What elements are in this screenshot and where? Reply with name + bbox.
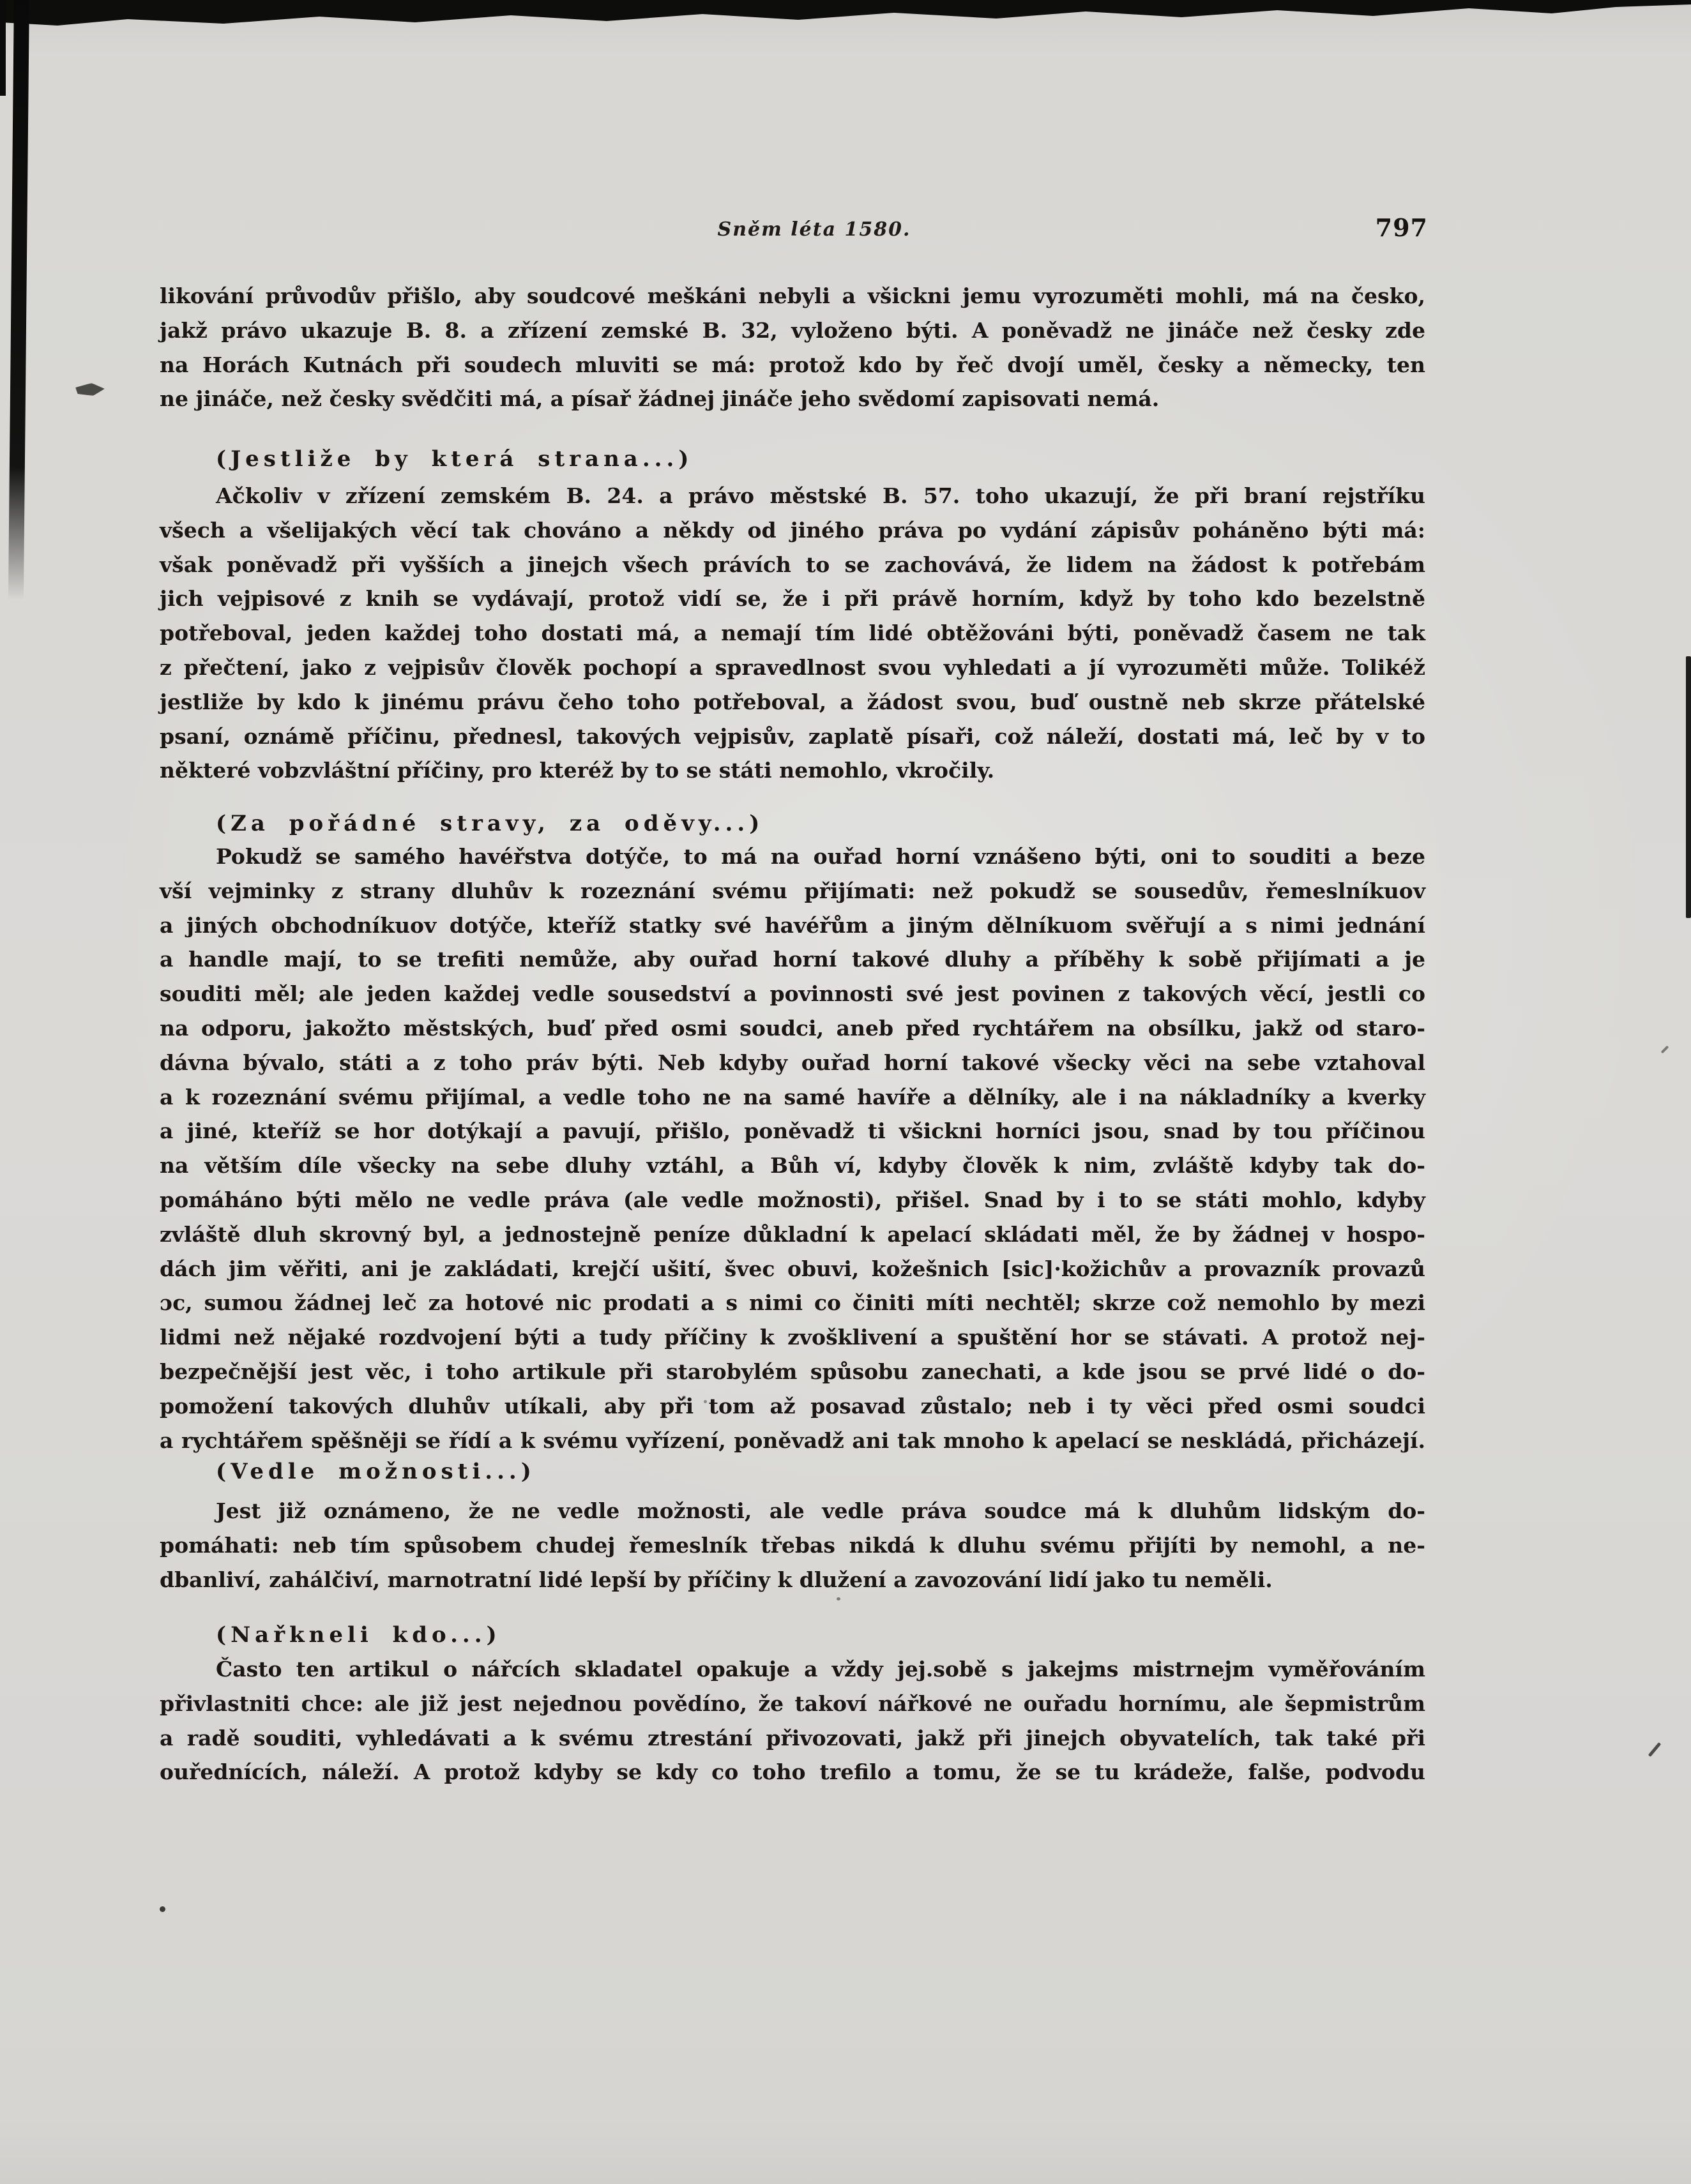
text-line: na odporu, jakožto městských, buď před osmi soudci, aneb před rychtářem na obsílku, jakž od staro- — [160, 1015, 1425, 1041]
ink-dash-artifact — [1648, 1742, 1662, 1757]
text-line: a rychtářem spěšněji se řídí a k svému vyřízení, poněvadž ani tak mnoho k apelací se neskládá, přicházejí. — [160, 1427, 1425, 1453]
scan-left-edge-sliver — [0, 0, 6, 96]
section-heading — [160, 806, 1425, 841]
text-line: však poněvadž při vyšších a jinejch všech právích to se zachovává, že lidem na žádost k potřebám — [160, 552, 1425, 577]
book-binding-bar — [8, 0, 29, 600]
section-heading-text: (Jestliže by která strana...) — [216, 446, 694, 472]
text-line: dbanliví, zahálčiví, marnotratní lidé lepší by příčiny k dlužení a zavozování lidí jako tu neměli. — [160, 1567, 1273, 1592]
text-column — [160, 0, 1425, 2184]
text-line: Ačkoliv v zřízení zemském B. 24. a právo městské B. 57. toho ukazují, že při braní rejstříku — [216, 483, 1425, 508]
text-line: lidmi než nějaké rozdvojení býti a tudy příčiny k zvošklivení a spuštění hor se stávati. A protož nej- — [160, 1325, 1425, 1350]
ink-dash-artifact — [1661, 1046, 1669, 1054]
text-line: zvláště dluh skrovný byl, a jednostejně peníze důkladní k apelací skládati měl, že by žádnej v hospo- — [160, 1221, 1425, 1247]
running-head-title: Sněm léta 1580. — [717, 218, 911, 241]
text-line: pomáhati: neb tím spůsobem chudej řemeslník třebas nikdá k dluhu svému přijíti by nemohl, a ne- — [160, 1532, 1425, 1558]
section-heading — [160, 1618, 1425, 1652]
text-line: všech a všelijakých věcí tak chováno a někdy od jiného práva po vydání zápisův poháněno býti má: — [160, 517, 1425, 543]
text-line: jakž právo ukazuje B. 8. a zřízení zemské B. 32, vyloženo býti. A poněvadž ne jináče než česky zde — [160, 317, 1425, 343]
text-line: Často ten artikul o nářcích skladatel opakuje a vždy jej.sobě s jakejms mistrnejm vyměřováním — [216, 1657, 1425, 1682]
text-line: na větším díle všecky na sebe dluhy vztáhl, a Bůh ví, kdyby člověk k nim, zvláště kdyby tak do- — [160, 1153, 1425, 1179]
text-line: Pokudž se samého havéřstva dotýče, to má na ouřad horní vznášeno býti, oni to souditi a beze — [216, 844, 1425, 869]
section-heading-text: (Nařkneli kdo...) — [216, 1622, 501, 1648]
text-line: ne jináče, než česky svědčiti má, a písař žádnej jináče jeho svědomí zapisovati nemá. — [160, 386, 1160, 412]
text-line: z přečtení, jako z vejpisův člověk pochopí a spravedlnost svou vyhledati a jí vyrozuměti může. Tolikéž — [160, 654, 1425, 680]
text-line: dách jim věřiti, ani je zakládati, krejčí ušití, švec obuvi, kožešnich [sic]·kožichův a provazník provazů — [160, 1256, 1425, 1281]
section-heading — [160, 1454, 1425, 1489]
paragraph — [160, 1652, 1425, 1789]
text-line: pomožení takových dluhův utíkali, aby při tom až posavad zůstalo; neb i ty věci před osmi soudci — [160, 1393, 1425, 1419]
section-heading-text: (Vedle možnosti...) — [216, 1459, 536, 1484]
section-heading — [160, 442, 1425, 476]
text-line: potřeboval, jeden každej toho dostati má, a nemají tím lidé obtěžováni býti, poněvadž časem ne tak — [160, 621, 1425, 646]
scan-right-edge-shadow — [1686, 656, 1691, 918]
text-line: likování průvodův přišlo, aby soudcové meškáni nebyli a všickni jemu vyrozuměti mohli, má na česko, — [160, 283, 1425, 308]
text-line: jich vejpisové z knih se vydávají, protož vidí se, že i při právě horním, když by toho kdo bezelstně — [160, 586, 1425, 612]
paragraph — [160, 479, 1425, 788]
margin-ink-mark — [75, 383, 105, 396]
paragraph — [160, 279, 1425, 416]
text-line: přivlastniti chce: ale již jest nejednou povědíno, že takoví nářkové ne ouřadu hornímu, ale šepmistrům — [160, 1691, 1425, 1716]
text-line: a k rozeznání svému přijímal, a vedle toho ne na samé havíře a dělníky, ale i na nákladníky a kverky — [160, 1084, 1425, 1110]
text-line: jestliže by kdo k jinému právu čeho toho potřeboval, a žádost svou, buď oustně neb skrze přátelské — [160, 689, 1425, 714]
text-line: vší vejminky z strany dluhův k rozeznání svému přijímati: než pokudž se sousedův, řemeslníkuov — [160, 878, 1425, 903]
page-number: 797 — [1375, 213, 1428, 242]
section-heading-text: (Za pořádné stravy, za oděvy...) — [216, 811, 764, 836]
paragraph — [160, 840, 1425, 1457]
text-line: na Horách Kutnách při soudech mluviti se má: protož kdo by řeč dvojí uměl, česky a německy, ten — [160, 352, 1425, 377]
text-line: psaní, oznámě příčinu, přednesl, takových vejpisův, zaplatě písaři, což náleží, dostati má, leč by v to — [160, 723, 1425, 749]
text-line: a radě souditi, vyhledávati a k svému ztrestání přivozovati, jakž při jinejch obyvatelích, tak také při — [160, 1725, 1425, 1751]
paragraph — [160, 1494, 1425, 1597]
text-line: Jest již oznámeno, že ne vedle možnosti, ale vedle práva soudce má k dluhům lidským do- — [216, 1498, 1425, 1523]
text-line: dávna bývalo, státi a z toho práv býti. Neb kdyby ouřad horní takové všecky věci na sebe vztahoval — [160, 1050, 1425, 1075]
text-line: souditi měl; ale jeden každej vedle sousedství a povinnosti své jest povinen z takových věcí, jestli co — [160, 981, 1425, 1007]
text-line: některé vobzvláštní příčiny, pro kteréž by to se státi nemohlo, vkročily. — [160, 758, 995, 783]
text-line: ɔc, sumou žádnej leč za hotové nic prodati a s nimi co činiti míti nechtěl; skrze což nemohlo by mezi — [160, 1290, 1425, 1316]
text-line: a handle mají, to se trefiti nemůže, aby ouřad horní takové dluhy a příběhy k sobě přijímati a je — [160, 947, 1425, 972]
text-line: a jiné, kteříž se hor dotýkají a pavují, přišlo, poněvadž ti všickni horníci jsou, snad by tou příčinou — [160, 1118, 1425, 1144]
text-line: a jiných obchodníkuov dotýče, kteříž statky své havéřům a jiným dělníkuom svěřují a s nimi jednání — [160, 912, 1425, 938]
text-line: pomáháno býti mělo ne vedle práva (ale vedle možnosti), přišel. Snad by i to se státi mohlo, kdyby — [160, 1187, 1425, 1212]
text-line: ouřednících, náleží. A protož kdyby se kdy co toho trefilo a tomu, že se tu krádeže, falše, podvodu — [160, 1759, 1425, 1785]
text-line: bezpečnější jest věc, i toho artikule při starobylém spůsobu zanechati, a kde jsou se prvé lidé o do- — [160, 1359, 1425, 1384]
